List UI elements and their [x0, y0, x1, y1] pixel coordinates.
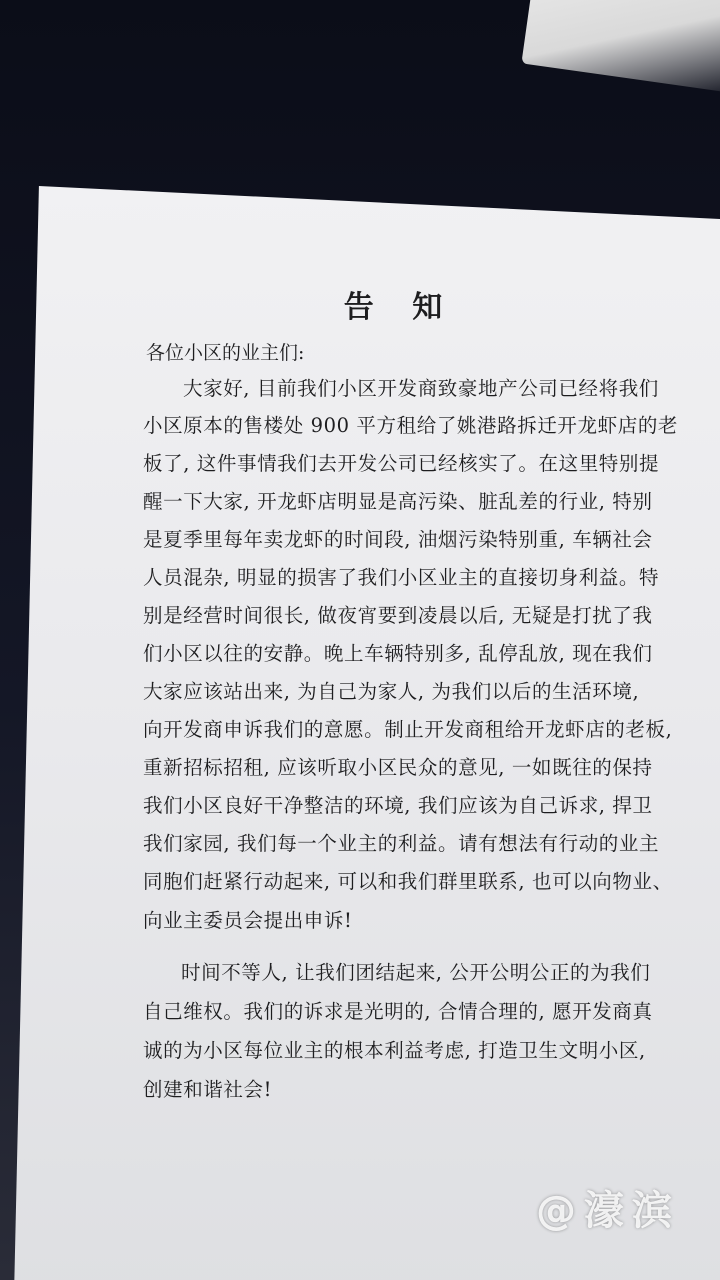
- paragraph-line: 向业主委员会提出申诉!: [143, 909, 353, 932]
- paragraph-line: 我们家园, 我们每一个业主的利益。请有想法有行动的业主: [143, 832, 660, 855]
- watermark: @濠滨: [536, 1188, 680, 1234]
- paragraph-line: 创建和谐社会!: [143, 1078, 273, 1101]
- paragraph-line: 向开发商申诉我们的意愿。制止开发商租给开龙虾店的老板,: [143, 718, 673, 741]
- paragraph-line: 重新招标招租, 应该听取小区民众的意见, 一如既往的保持: [143, 756, 653, 779]
- paragraph-line: 别是经营时间很长, 做夜宵要到凌晨以后, 无疑是打扰了我: [143, 604, 653, 627]
- paragraph-line: 板了, 这件事情我们去开发公司已经核实了。在这里特别提: [143, 452, 660, 475]
- paragraph-line: 醒一下大家, 开龙虾店明显是高污染、脏乱差的行业, 特别: [143, 490, 653, 513]
- paragraph-line: 大家好, 目前我们小区开发商致豪地产公司已经将我们: [183, 377, 659, 400]
- paragraph-line: 是夏季里每年卖龙虾的时间段, 油烟污染特别重, 车辆社会: [143, 528, 653, 551]
- paragraph-line: 小区原本的售楼处 900 平方租给了姚港路拆迁开龙虾店的老: [143, 414, 679, 437]
- notice-title: 告 知: [343, 290, 457, 325]
- paragraph-line: 自己维权。我们的诉求是光明的, 合情合理的, 愿开发商真: [143, 1000, 653, 1023]
- paragraph-line: 时间不等人, 让我们团结起来, 公开公明公正的为我们: [181, 961, 651, 984]
- paragraph-line: 诚的为小区每位业主的根本利益考虑, 打造卫生文明小区,: [143, 1039, 646, 1062]
- paragraph-line: 大家应该站出来, 为自己为家人, 为我们以后的生活环境,: [143, 680, 640, 703]
- notice-greeting: 各位小区的业主们:: [146, 342, 305, 364]
- paragraph-line: 们小区以往的安静。晚上车辆特别多, 乱停乱放, 现在我们: [143, 642, 653, 665]
- paragraph-line: 我们小区良好干净整洁的环境, 我们应该为自己诉求, 捍卫: [143, 794, 653, 817]
- paragraph-line: 人员混杂, 明显的损害了我们小区业主的直接切身利益。特: [143, 566, 660, 589]
- paragraph-line: 同胞们赶紧行动起来, 可以和我们群里联系, 也可以向物业、: [143, 870, 673, 893]
